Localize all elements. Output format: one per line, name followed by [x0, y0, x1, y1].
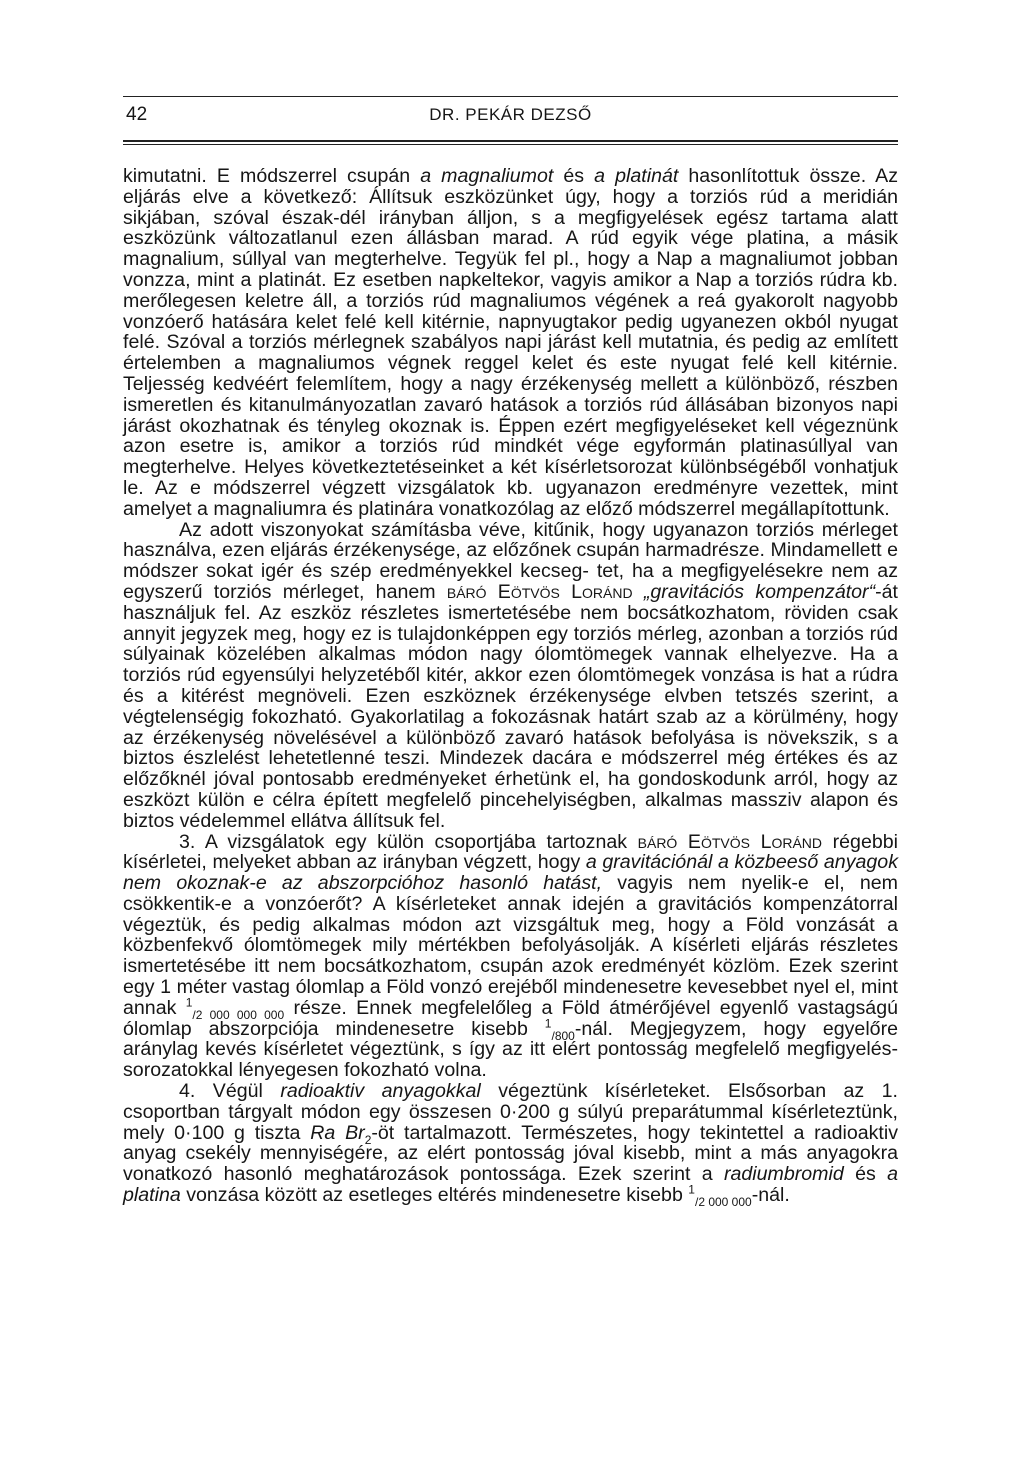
text-run: -öt tartalmazott. Természetes, hogy tekintettel a radioaktiv anyag csekély mennyiségére, az elért pontosság jóval kisebb, mint a más anyagokra vonatkozó hasonló meghatározások pontossága. Ezek szerint a	[123, 1121, 898, 1186]
italic-run: a platinát	[594, 165, 679, 187]
text-run: hasonlítottuk össze. Az eljárás elve a következő: Állítsuk eszközünket úgy, hogy a torziós rúd a meridián sikjában, szóval észak-dél irányban álljon, s a megfigyelések egész tartama alatt eszközünk változatlanul ezen állásban marad. A rúd egyik vége platina, a másik magnalium, súllyal van megterhelve. Tegyük fel pl., hogy a Nap a magnaliumot jobban vonzza, mint a platinát. Ez esetben napkeltekor, vagyis amikor a Nap a torziós rúdra kb. merőlegesen keletre áll, a torziós rúd magnaliumos végének a reá gyakorolt nagyobb vonzóerő hatására kelet felé kell kitérnie, napnyugtakor pedig ugyanezen okból nyugat felé. Szóval a torziós mérlegnek szabályos napi járást kell mutatnia, és pedig az említett értelemben a magnaliumos végnek reggel kelet és este nyugat felé kell kitérnie. Teljesség kedvéért felemlítem, hogy a nagy érzékenység mellett a különböző, részben ismeretlen és kitanulmányozatlan zavaró hatások a torziós rúd állásában bizonyos napi járást okozhatnak és tényleg okoznak is. Éppen ezért megfigyeléseket kell végeznünk azon esetre is, amikor a torziós rúd mindkét vége egyformán platinasúllyal van megterhelve. Helyes következtetéseinket a két kísérletsorozat különbségéből vonhatjuk le. Az e módszerrel végzett vizsgálatok kb. ugyanazon eredményre vezettek, mint amelyet a magnaliumra és platinára vonatkozólag az előző módszerrel megállapítottunk.	[123, 165, 898, 520]
fraction-denominator: /2 000 000 000	[192, 1007, 285, 1022]
header-rule-thick	[123, 140, 898, 142]
fraction-denominator: /800	[551, 1028, 575, 1043]
text-run: 3. A vizsgálatok egy külön csoportjába tartoznak	[179, 830, 638, 853]
chemical-subscript: 2	[364, 1132, 372, 1147]
header-rule-top	[123, 96, 898, 97]
text-run: vonzása között az esetleges eltérés mindenesetre kisebb	[180, 1184, 689, 1207]
smallcaps-name: báró Eötvös Loránd	[637, 830, 823, 853]
italic-run: radiumbromid	[723, 1163, 844, 1186]
italic-run: Ra Br	[310, 1121, 365, 1144]
text-run: -át használjuk fel. Az eszköz részletes ismertetésébe nem bocsátkozhatom, röviden csak annyit jegyzek meg, hogy ez is tulajdonképpen egy torziós mérleg, azonban a torziós rúd súlyainak közelében alkalmas módon nagy ólomtömegek vannak elhelyezve. Ha a torziós rúd egyensúlyi helyzetéből kitér, akkor ezen ólomtömegek vonzása is hat a rúdra és a kitérést megnöveli. Ezen eszköznek érzékenysége elvben tetszés szerint, a végtelenségig fokozható. Gyakorlatilag a fokozásnak határt szab az a körülmény, hogy az érzékenység növelésével a különböző zavaró hatások befolyása is növekszik, s a biztos észlelést lehetetlenné teszi. Mindezek dacára e módszerrel még értékes és az előzőknél jóval pontosabb eredményeket érhetünk el, ha gondoskodunk arról, hogy az eszközt külön e célra épített megfelelő pincehelyiségben, alkalmas massziv alapon és biztos védelemmel ellátva állítsuk fel.	[123, 580, 898, 832]
fraction-numerator: 1	[544, 1016, 552, 1031]
text-run	[633, 581, 644, 603]
text-run: Az adott viszonyokat számításba véve, kitűnik, hogy ugyanazon torziós mérleget használva, ezen eljárás érzékenysége, az előzőnek csupán harmadrésze. Mindamellett e módszer sokat igér és szép eredményekkel kecseg- tet, ha a megfigyelésekre nem az egyszerű torziós mérleget, hanem	[123, 518, 898, 603]
text-run: része. Ennek megfelelőleg a Föld átmérőjével egyenlő vastagságú ólomlap abszorpciója mindenesetre kisebb	[123, 996, 898, 1040]
smallcaps-name: báró Eötvös Loránd	[446, 580, 633, 603]
italic-run: „gravitációs kompenzátor“	[643, 580, 876, 603]
page-number: 42	[126, 104, 148, 125]
text-run: régebbi kísérletei, melyeket abban az irányban végzett, hogy	[123, 830, 898, 874]
book-page	[123, 96, 899, 1209]
italic-run: a magnaliumot	[420, 165, 554, 187]
italic-run: radioaktiv anyagokkal	[280, 1080, 481, 1103]
text-run: és	[843, 1163, 888, 1186]
running-header	[123, 96, 898, 128]
paragraph-1	[123, 166, 898, 520]
paragraph-3	[123, 832, 898, 1082]
paragraph-2	[123, 520, 898, 832]
fraction-denominator: /2 000 000	[694, 1194, 752, 1209]
fraction-numerator: 1	[688, 1182, 695, 1197]
paragraph-4	[123, 1080, 899, 1209]
text-run: 4. Végül	[179, 1080, 281, 1103]
text-run: kimutatni. E módszerrel csupán	[123, 165, 421, 187]
fraction-numerator: 1	[185, 995, 193, 1010]
text-run: -nál.	[751, 1184, 790, 1207]
text-run: végeztünk kísérleteket. Elsősorban az 1. csoportban tárgyalt módon egy összesen 0·200 g súlyú preparátummal kísérleteztünk, mely 0·100 g tiszta	[123, 1080, 899, 1144]
text-run: vagyis nem nyelik-e el, nem csökkentik-e a vonzóerőt? A kísérleteket annak idején a gravitációs kompenzátorral végeztük, és pedig alkalmas módon azt vizsgáltuk meg, hogy a Föld vonzását a közbenfekvő ólomtömegek mily mértékben befolyásolják. A kísérleti eljárás részletes ismertetésébe itt nem bocsátkozhatom, csupán azok eredményét közlöm. Ezek szerint egy 1 méter vastag ólomlap a Föld vonzó erejéből mindenesetre kevesebbet nyel el, mint annak	[123, 872, 898, 1019]
header-rule-thin	[123, 144, 898, 145]
text-run: és	[553, 165, 595, 187]
italic-run: a platina	[123, 1163, 898, 1207]
running-title: DR. PEKÁR DEZSŐ	[429, 105, 592, 124]
body-text	[123, 165, 899, 1209]
italic-run: a gravitációnál a közbeeső anyagok nem okoznak-e az abszorpcióhoz hasonló hatást,	[123, 851, 898, 895]
text-run: -nál. Megjegyzem, hogy egyelőre aránylag kevés kísérletet végeztünk, s így az itt elért pontosság megfelelő megfigyelés-sorozatokkal lényegesen fokozható volna.	[123, 1017, 898, 1082]
